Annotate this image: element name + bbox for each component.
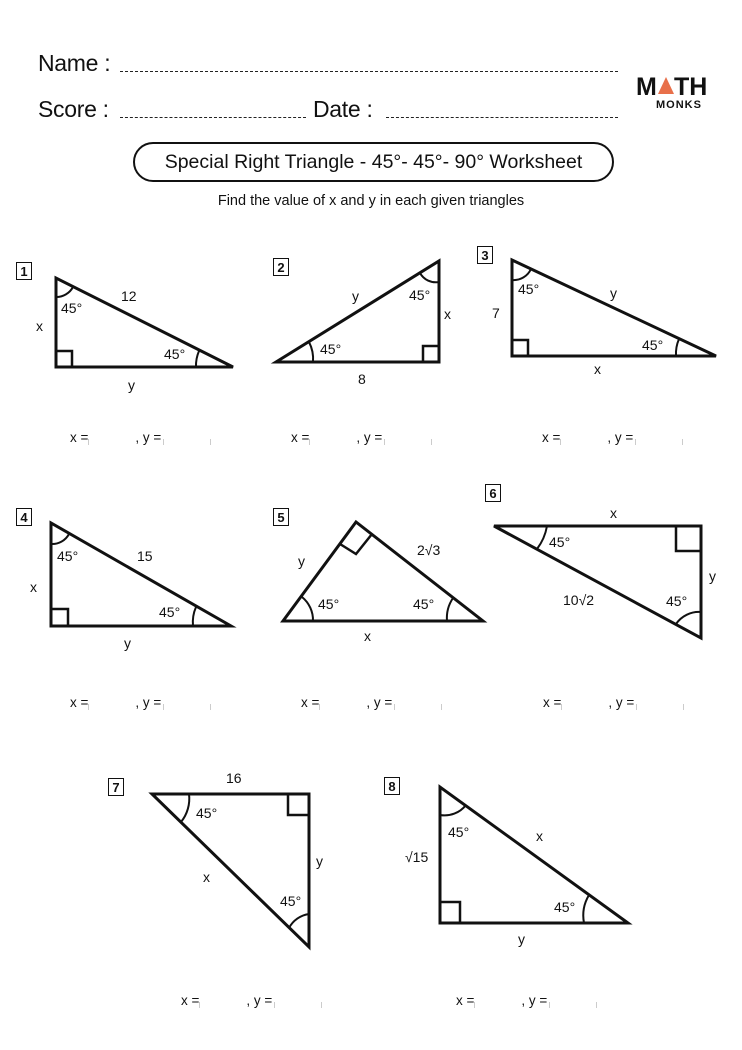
answer-y-field[interactable] xyxy=(431,439,432,445)
answer-y-field[interactable] xyxy=(210,439,211,445)
problem-number-7: 7 xyxy=(108,778,124,796)
vertical-leg-label: x xyxy=(444,306,451,322)
vertical-leg-label: y xyxy=(709,568,716,584)
answer-x-label: x = xyxy=(181,993,200,1008)
triangle-4 xyxy=(0,500,250,660)
problem-number-8: 8 xyxy=(384,777,400,795)
hypotenuse-label: 10√2 xyxy=(563,592,595,608)
svg-text:TH: TH xyxy=(674,73,708,101)
problem-number-2: 2 xyxy=(273,258,289,276)
angle-label-right: 45° xyxy=(554,899,576,915)
answer-x-label: x = xyxy=(70,430,89,445)
date-label: Date : xyxy=(313,96,373,122)
horizontal-leg-label: 8 xyxy=(358,371,366,387)
logo-graphic xyxy=(636,72,712,112)
triangle-1 xyxy=(0,250,250,400)
angle-label-left: 45° xyxy=(196,805,218,821)
hypotenuse-label: 15 xyxy=(137,548,153,564)
answer-y-label: , y = xyxy=(135,430,162,445)
triangle-8 xyxy=(370,765,640,955)
answer-y-field[interactable] xyxy=(210,704,211,710)
answer-y-label: , y = xyxy=(521,993,548,1008)
answer-6 xyxy=(543,695,684,710)
answer-y-field[interactable] xyxy=(321,1002,322,1008)
svg-text:MONKS: MONKS xyxy=(656,99,702,111)
answer-y-field[interactable] xyxy=(441,704,442,710)
horizontal-leg-label: y xyxy=(128,377,135,393)
angle-label-top: 45° xyxy=(448,824,470,840)
vertical-leg-label: x xyxy=(30,579,37,595)
left-leg-label: y xyxy=(298,553,305,569)
answer-x-field[interactable] xyxy=(199,1002,200,1008)
angle-label-right: 45° xyxy=(164,346,186,362)
worksheet-title-text: Special Right Triangle - 45°- 45°- 90° Worksheet xyxy=(164,150,583,173)
answer-x-field[interactable] xyxy=(561,704,562,710)
hypotenuse-label: x xyxy=(364,628,371,644)
horizontal-leg-label: y xyxy=(124,635,131,651)
problem-number-4: 4 xyxy=(16,508,32,526)
angle-label-right: 45° xyxy=(642,337,664,353)
right-angle-marker xyxy=(288,794,309,815)
answer-7 xyxy=(181,993,322,1008)
answer-x-label: x = xyxy=(456,993,475,1008)
answer-x-label: x = xyxy=(543,695,562,710)
answer-5 xyxy=(301,695,442,710)
logo-triangle-icon xyxy=(658,77,674,94)
vertical-leg-label: y xyxy=(316,853,323,869)
answer-1 xyxy=(70,430,211,445)
name-field[interactable] xyxy=(120,71,618,72)
angle-label-right: 45° xyxy=(159,604,181,620)
svg-text:M: M xyxy=(636,73,657,101)
worksheet-title xyxy=(133,142,614,182)
answer-x-label: x = xyxy=(301,695,320,710)
horizontal-leg-label: x xyxy=(594,361,601,377)
answer-x-field[interactable] xyxy=(560,439,561,445)
math-monks-logo xyxy=(636,72,712,112)
vertical-leg-label: 7 xyxy=(492,305,500,321)
answer-y-label: , y = xyxy=(607,430,634,445)
vertical-leg-label: x xyxy=(36,318,43,334)
triangle-5 xyxy=(260,500,490,650)
answer-y-label: , y = xyxy=(608,695,635,710)
answer-8 xyxy=(456,993,597,1008)
score-field[interactable] xyxy=(120,117,306,118)
right-angle-marker xyxy=(56,351,72,367)
hypotenuse-label: x xyxy=(536,828,543,844)
right-angle-marker xyxy=(440,902,460,923)
angle-label-left: 45° xyxy=(318,596,340,612)
answer-y-field[interactable] xyxy=(682,439,683,445)
hypotenuse-label: 12 xyxy=(121,288,137,304)
answer-x-label: x = xyxy=(70,695,89,710)
answer-y-label: , y = xyxy=(135,695,162,710)
answer-x-field[interactable] xyxy=(88,439,89,445)
angle-label-right: 45° xyxy=(280,893,302,909)
horizontal-leg-label: y xyxy=(518,931,525,947)
answer-y-label: , y = xyxy=(356,430,383,445)
score-label: Score : xyxy=(38,96,109,122)
horizontal-leg-label: 16 xyxy=(226,770,242,786)
angle-label-top: 45° xyxy=(409,287,431,303)
right-angle-marker xyxy=(423,346,439,362)
vertical-leg-label: √15 xyxy=(405,849,429,865)
answer-x-field[interactable] xyxy=(88,704,89,710)
answer-y-field[interactable] xyxy=(596,1002,597,1008)
triangle-3 xyxy=(470,240,730,380)
instructions: Find the value of x and y in each given triangles xyxy=(217,193,525,209)
right-angle-marker xyxy=(51,609,68,626)
angle-label-top: 45° xyxy=(57,548,79,564)
triangle-6 xyxy=(470,475,730,645)
answer-y-label: , y = xyxy=(246,993,273,1008)
answer-x-field[interactable] xyxy=(319,704,320,710)
answer-x-field[interactable] xyxy=(309,439,310,445)
right-angle-marker xyxy=(676,526,701,551)
problem-number-3: 3 xyxy=(477,246,493,264)
problem-number-6: 6 xyxy=(485,484,501,502)
angle-label-left: 45° xyxy=(320,341,342,357)
answer-y-label: , y = xyxy=(366,695,393,710)
triangle-2 xyxy=(260,250,480,400)
answer-3 xyxy=(542,430,683,445)
date-field[interactable] xyxy=(386,117,618,118)
horizontal-leg-label: x xyxy=(610,505,617,521)
hypotenuse-label: x xyxy=(203,869,210,885)
problem-number-1: 1 xyxy=(16,262,32,280)
angle-label-top: 45° xyxy=(518,281,540,297)
angle-label-right: 45° xyxy=(413,596,435,612)
answer-x-field[interactable] xyxy=(474,1002,475,1008)
triangle-7 xyxy=(100,760,350,960)
right-angle-marker xyxy=(512,340,528,356)
answer-x-label: x = xyxy=(542,430,561,445)
answer-2 xyxy=(291,430,432,445)
angle-label-right: 45° xyxy=(666,593,688,609)
right-leg-label: 2√3 xyxy=(417,542,441,558)
hypotenuse-label: y xyxy=(352,288,359,304)
problem-number-5: 5 xyxy=(273,508,289,526)
answer-y-field[interactable] xyxy=(683,704,684,710)
name-label: Name : xyxy=(38,50,111,76)
angle-label-top: 45° xyxy=(61,300,83,316)
answer-x-label: x = xyxy=(291,430,310,445)
hypotenuse-label: y xyxy=(610,285,617,301)
angle-label-left: 45° xyxy=(549,534,571,550)
answer-4 xyxy=(70,695,211,710)
